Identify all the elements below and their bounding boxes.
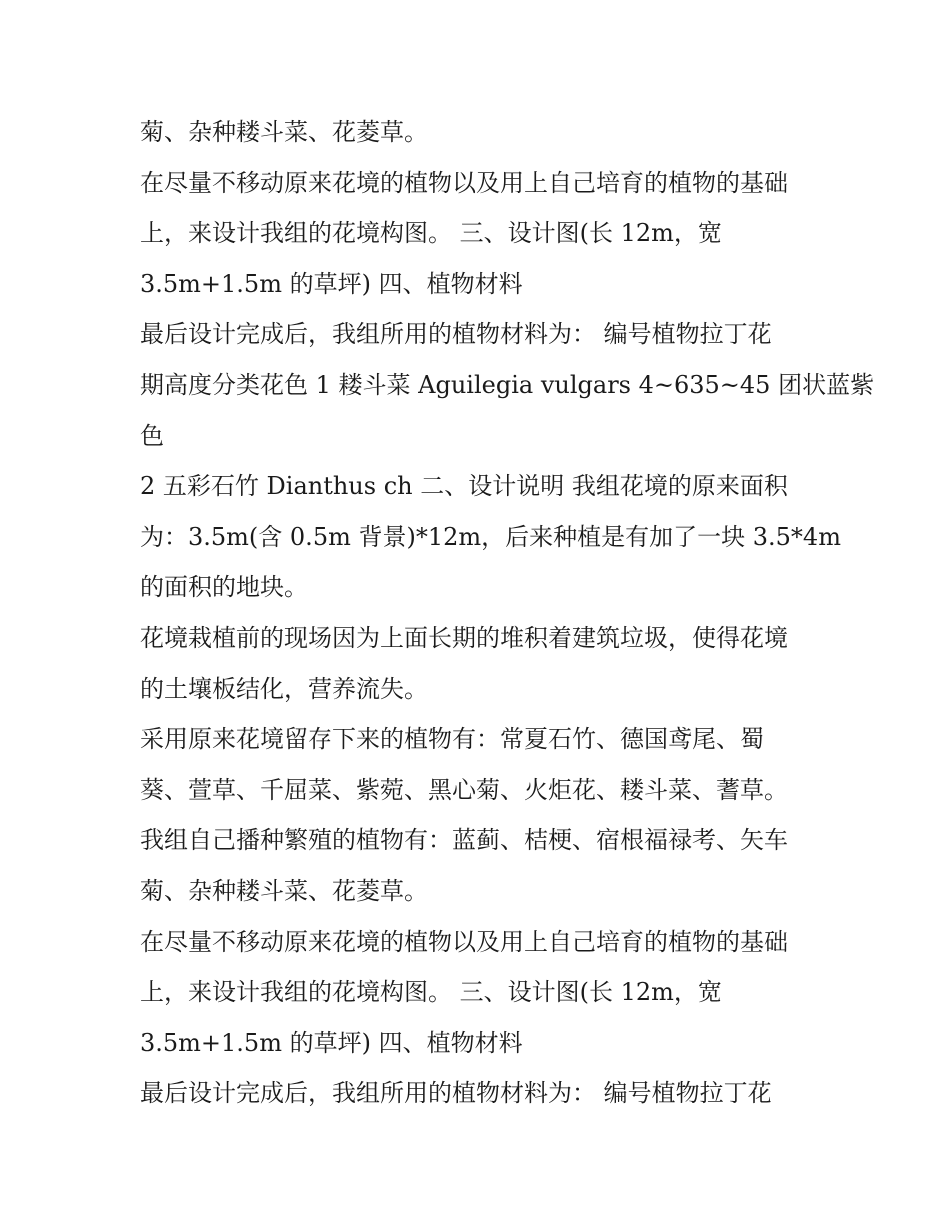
text-line: 色: [140, 421, 164, 450]
text-line: 花境栽植前的现场因为上面长期的堆积着建筑垃圾，使得花境: [140, 623, 788, 652]
text-line: 的面积的地块。: [140, 573, 308, 602]
text-line: 3.5m+1.5m 的草坪) 四、植物材料: [140, 1028, 523, 1057]
text-line: 菊、杂种耧斗菜、花菱草。: [140, 876, 428, 905]
text-line: 期高度分类花色 1 耧斗菜 Aguilegia vulgars 4~635~45 团状蓝紫: [140, 370, 875, 399]
text-line: 在尽量不移动原来花境的植物以及用上自己培育的植物的基础: [140, 168, 788, 197]
text-line: 菊、杂种耧斗菜、花菱草。: [140, 118, 428, 146]
text-line: 最后设计完成后，我组所用的植物材料为： 编号植物拉丁花: [140, 320, 772, 349]
text-line: 最后设计完成后，我组所用的植物材料为： 编号植物拉丁花: [140, 1079, 772, 1108]
text-line: 葵、萱草、千屈菜、紫菀、黑心菊、火炬花、耧斗菜、蓍草。: [140, 775, 788, 804]
text-line: 2 五彩石竹 Dianthus ch 二、设计说明 我组花境的原来面积: [140, 472, 788, 501]
text-line: 上，来设计我组的花境构图。 三、设计图(长 12m，宽: [140, 978, 722, 1007]
body-text: [140, 107, 875, 1119]
text-line: 3.5m+1.5m 的草坪) 四、植物材料: [140, 269, 523, 298]
text-line: 为：3.5m(含 0.5m 背景)*12m，后来种植是有加了一块 3.5*4m: [140, 522, 841, 551]
text-line: 我组自己播种繁殖的植物有：蓝蓟、桔梗、宿根福禄考、矢车: [140, 826, 788, 855]
text-line: 上，来设计我组的花境构图。 三、设计图(长 12m，宽: [140, 219, 722, 248]
text-line: 的土壤板结化，营养流失。: [140, 674, 428, 703]
text-line: 在尽量不移动原来花境的植物以及用上自己培育的植物的基础: [140, 927, 788, 956]
text-line: 采用原来花境留存下来的植物有：常夏石竹、德国鸢尾、蜀: [140, 725, 764, 754]
